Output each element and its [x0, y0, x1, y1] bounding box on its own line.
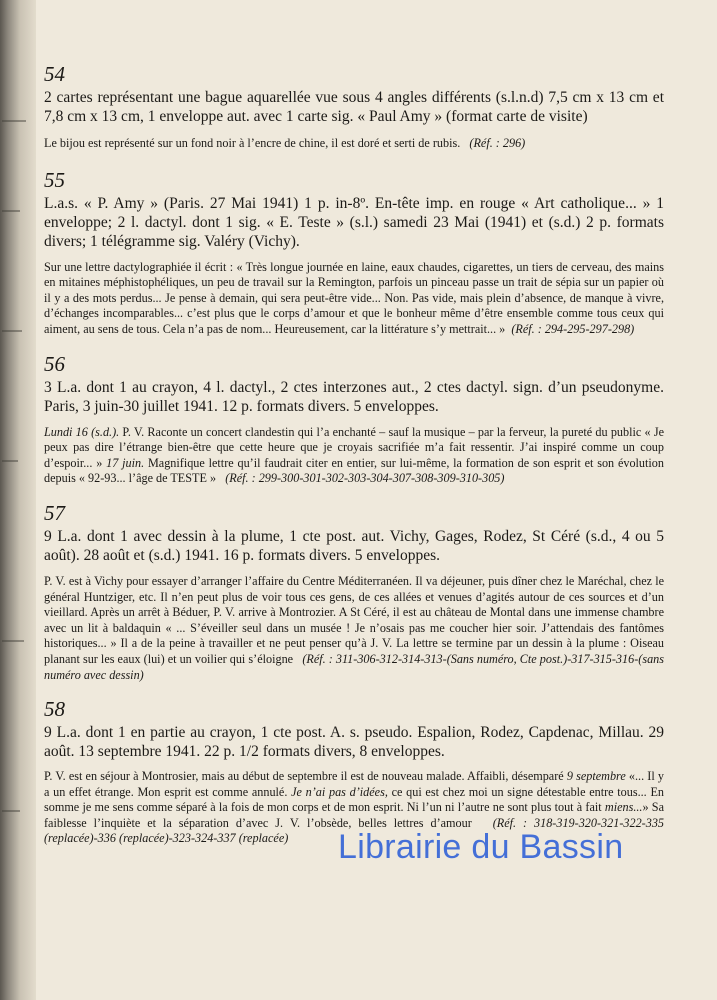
note-text: P. V. Raconte un concert clandestin qui l’a enchanté – sauf la musique – par la ferveur, la pureté du public « Je peux pas dire l’étrange bien-être que cette heure que je croyais sacrifiée m’a fait ressentir. J’ai inspiré comme un coup d’espoir... »	[44, 424, 664, 470]
note-text: ce qui est chez moi un signe détestable entre tous... En somme je me sens comme séparé à la fois de mon corps et de mon esprit. Ni l’un ni l’autre ne sont plus tout à fait	[44, 784, 664, 815]
lot-number: 56	[44, 351, 65, 376]
lot-58	[44, 697, 664, 847]
lot-description: 9 L.a. dont 1 avec dessin à la plume, 1 cte post. aut. Vichy, Gages, Rodez, St Céré (s.d., 4 ou 5 août). 28 août et (s.d.) 1941. 16 p. formats divers. 5 enveloppes.	[44, 527, 664, 564]
lot-description: 2 cartes représentant une bague aquarellée vue sous 4 angles différents (s.l.n.d) 7,5 cm x 13 cm et 7,8 cm x 13 cm, 1 enveloppe aut. avec 1 carte sig. « Paul Amy » (format carte de visite)	[44, 89, 664, 125]
note-date: 17 juin.	[106, 455, 145, 470]
note-date: Lundi 16 (s.d.).	[44, 424, 120, 439]
lot-56	[44, 352, 664, 487]
lot-54	[44, 62, 664, 152]
lot-description: L.a.s. « P. Amy » (Paris. 27 Mai 1941) 1 p. in-8º. En-tête imp. en rouge « Art catholique... » 1 enveloppe; 2 l. dactyl. dont 1 sig. « E. Teste » (s.l.) samedi 23 Mai (1941) et (s.d.) 2 p. formats divers; 1 télégramme sig. Valéry (Vichy).	[44, 194, 664, 250]
lot-55	[44, 168, 664, 338]
lot-number: 54	[44, 62, 65, 86]
gutter-mark	[2, 330, 22, 332]
note-text: P. V. est à Vichy pour essayer d’arranger l’affaire du Centre Méditerranéen. Il va déjeuner, puis dîner chez le Maréchal, chez le général Huntziger, etc. Il n’en peut plus de voir tous ces gens, de ces allées et venues d’agités autour de ces sources et d’un vieillard. Après un arrêt à Béduer, P. V. arrive à Montrozier. A St Céré, il est au château de Montal dans une immense chambre avec un lit à baldaquin « ... S’éveiller seul dans un musée ! Je n’osais pas me coucher hier soir. J’attendais des fantômes historiques... » Il a de la peine à travailler et ne peut penser qu’à J. V. La lettre se termine par un dessin à la plume : Oiseau planant sur les eaux (lui) et un voilier qui s’éloigne	[44, 573, 664, 666]
note-text: P. V. est en séjour à Montrosier, mais au début de septembre il est de nouveau malade. Affaibli, désemparé	[44, 769, 567, 784]
lot-note	[44, 260, 664, 338]
lot-reference: (Réf. : 311-306-312-314-313-(Sans numéro, Cte post.)-317-315-316-(sans numéro avec dessin)	[44, 651, 665, 682]
gutter-mark	[2, 120, 26, 122]
note-text: Sur une lettre dactylographiée il écrit : « Très longue journée en laine, eaux chaudes, cigarettes, un tiers de cerveau, des mains en mitaines méphistophéliques, un peu de travail sur la Remington, parfois un pinceau passe un trait de sépia sur un papier où il y a des mots perdus... Je pense à demain, qui sera peut-être vide... Non. Pas vide, mais plein d’absence, de manque à vivre, d’échanges incomparables... c’est plus que le corps d’amour et que le bonheur même d’être ensemble comme tous ceux qui aiment, au sens de tous. Cela n’a pas de nom... Heureusement, car la littérature s’y mettrait... »	[44, 259, 664, 336]
lot-reference: (Réf. : 294-295-297-298)	[511, 321, 635, 336]
note-date: 9 septembre	[566, 769, 626, 784]
note-text: Magnifique lettre qu’il faudrait citer en entier, sur lui-même, la formation de son esprit et son évolution depuis « 92-93... l’âge de TESTE »	[44, 455, 664, 486]
gutter-mark	[2, 210, 20, 212]
lot-reference: (Réf. : 318-319-320-321-322-335 (replacée)-336 (replacée)-323-324-337 (replacée)	[44, 815, 665, 846]
gutter-mark	[2, 640, 24, 642]
lot-number: 55	[44, 167, 65, 192]
lot-number: 58	[44, 697, 65, 722]
book-gutter	[0, 0, 36, 1000]
catalogue-page	[44, 62, 664, 847]
lot-description: 9 L.a. dont 1 en partie au crayon, 1 cte post. A. s. pseudo. Espalion, Rodez, Capdenac, Millau. 29 août. 13 septembre 1941. 22 p. 1/2 formats divers, 8 enveloppes.	[44, 724, 664, 761]
lot-description: 3 L.a. dont 1 au crayon, 4 l. dactyl., 2 ctes interzones aut., 2 ctes dactyl. sign. d’un pseudonyme. Paris, 3 juin-30 juillet 1941. 12 p. formats divers. 5 enveloppes.	[44, 378, 664, 415]
lot-note	[44, 425, 664, 487]
gutter-mark	[2, 810, 20, 812]
note-emphasis: Je n’ai pas d’idées,	[291, 784, 388, 799]
lot-number: 57	[44, 500, 65, 525]
lot-note	[44, 136, 664, 152]
lot-reference: (Réf. : 299-300-301-302-303-304-307-308-309-310-305)	[225, 471, 505, 486]
lot-reference: (Réf. : 296)	[469, 136, 526, 150]
watermark-librairie: Librairie du Bassin	[338, 828, 624, 866]
note-text: «... Il y a un effet étrange. Mon esprit est comme annulé.	[44, 769, 664, 799]
note-emphasis: miens...	[604, 800, 643, 815]
gutter-mark	[2, 460, 18, 462]
note-text: » Sa faiblesse l’inquiète et la séparation d’avec J. V. l’obsède, belles lettres d’amour	[44, 800, 664, 830]
lot-57	[44, 501, 664, 683]
note-text: Le bijou est représenté sur un fond noir à l’encre de chine, il est doré et serti de rubis.	[44, 136, 461, 150]
lot-note	[44, 574, 664, 683]
